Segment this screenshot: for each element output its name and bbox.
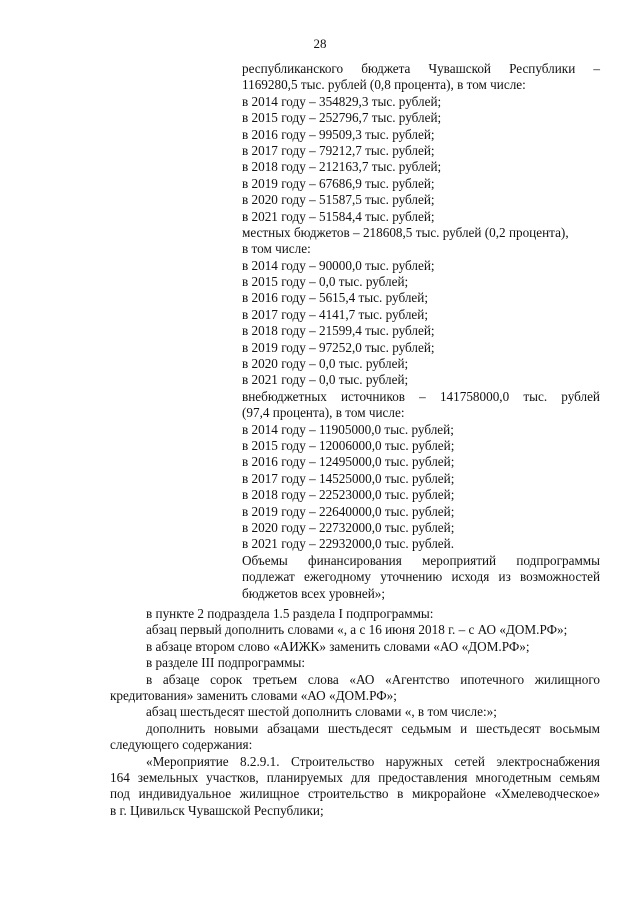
paragraph-line: дополнить новыми абзацами шестьдесят седьмым и шестьдесят восьмым (146, 720, 600, 736)
column-line: в 2020 году – 0,0 тыс. рублей; (242, 356, 409, 372)
paragraph-line: в абзаце втором слово «АИЖК» заменить словами «АО «ДОМ.РФ»; (146, 638, 530, 654)
column-line: в 2015 году – 252796,7 тыс. рублей; (242, 110, 442, 126)
column-line: в 2020 году – 51587,5 тыс. рублей; (242, 192, 435, 208)
paragraph-line: 164 земельных участков, планируемых для предоставления многодетным семьям (110, 769, 600, 785)
paragraph-line: абзац первый дополнить словами «, а с 16 июня 2018 г. – с АО «ДОМ.РФ»; (146, 622, 568, 638)
paragraph-line: следующего содержания: (110, 737, 253, 753)
paragraph-line: абзац шестьдесят шестой дополнить словами «, в том числе:»; (146, 704, 497, 720)
column-line: в 2016 году – 5615,4 тыс. рублей; (242, 290, 428, 306)
paragraph-line: под индивидуальное жилищное строительство в микрорайоне «Хмелеводческое» (110, 786, 600, 802)
column-line: в 2016 году – 99509,3 тыс. рублей; (242, 126, 435, 142)
column-line: Объемы финансирования мероприятий подпрограммы (242, 552, 600, 568)
column-line: в 2015 году – 12006000,0 тыс. рублей; (242, 437, 455, 453)
column-line: в 2016 году – 12495000,0 тыс. рублей; (242, 454, 455, 470)
paragraph-line: в разделе III подпрограммы: (146, 655, 306, 671)
column-line: бюджетов всех уровней»; (242, 585, 386, 601)
page-number: 28 (313, 36, 327, 51)
column-line: в том числе: (242, 241, 311, 257)
column-line: в 2021 году – 51584,4 тыс. рублей; (242, 208, 435, 224)
column-line: в 2017 году – 79212,7 тыс. рублей; (242, 142, 435, 158)
column-line: в 2020 году – 22732000,0 тыс. рублей; (242, 519, 455, 535)
column-line: республиканского бюджета Чувашской Республики – (242, 61, 600, 76)
column-line: в 2019 году – 97252,0 тыс. рублей; (242, 339, 435, 355)
paragraph-line: кредитования» заменить словами «АО «ДОМ.РФ»; (110, 687, 397, 703)
column-line: в 2019 году – 67686,9 тыс. рублей; (242, 175, 435, 191)
amendment-text (110, 606, 600, 819)
column-line: в 2018 году – 21599,4 тыс. рублей; (242, 323, 435, 339)
column-line: внебюджетных источников – 141758000,0 тыс. рублей (242, 388, 600, 404)
column-line: в 2017 году – 14525000,0 тыс. рублей; (242, 470, 455, 486)
column-line: 1169280,5 тыс. рублей (0,8 процента), в том числе: (242, 77, 526, 93)
column-line: в 2014 году – 11905000,0 тыс. рублей; (242, 421, 454, 437)
column-line: (97,4 процента), в том числе: (242, 405, 405, 421)
column-line: местных бюджетов – 218608,5 тыс. рублей (0,2 процента), (242, 224, 569, 240)
column-line: в 2017 году – 4141,7 тыс. рублей; (242, 306, 428, 322)
financing-column (242, 61, 600, 602)
column-line: в 2018 году – 212163,7 тыс. рублей; (242, 159, 442, 175)
paragraph-line: в г. Цивильск Чувашской Республики; (110, 802, 324, 818)
column-line: в 2021 году – 0,0 тыс. рублей; (242, 372, 409, 388)
column-line: в 2021 году – 22932000,0 тыс. рублей. (242, 536, 454, 552)
column-line: в 2014 году – 354829,3 тыс. рублей; (242, 93, 442, 109)
column-line: в 2019 году – 22640000,0 тыс. рублей; (242, 503, 455, 519)
column-line: в 2018 году – 22523000,0 тыс. рублей; (242, 487, 455, 503)
paragraph-line: в пункте 2 подраздела 1.5 раздела I подпрограммы: (146, 606, 434, 621)
column-line: подлежат ежегодному уточнению исходя из возможностей (242, 569, 600, 585)
paragraph-line: в абзаце сорок третьем слова «АО «Агентство ипотечного жилищного (146, 671, 600, 687)
column-line: в 2015 году – 0,0 тыс. рублей; (242, 274, 409, 290)
paragraph-line: «Мероприятие 8.2.9.1. Строительство наружных сетей электроснабжения (146, 753, 600, 769)
column-line: в 2014 году – 90000,0 тыс. рублей; (242, 257, 435, 273)
